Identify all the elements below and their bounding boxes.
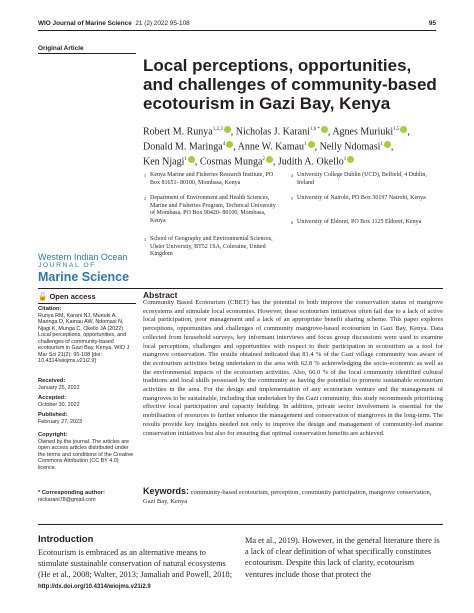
affiliation-6: 6 University of Eldoret, PO Box 1125 Eldoret, Kenya	[291, 219, 422, 225]
affiliation-3: 3 School of Geography and Environmental Sciences, Ulster University, BT52 1SA, Coleraine, United Kingdom	[144, 236, 273, 257]
header-rule	[38, 30, 436, 31]
author-line-3: Ken Njagi$^1$ , Cosmas Munga$^2$ , Judith A. Okello$^1$	[143, 154, 443, 169]
orcid-icon[interactable]	[188, 156, 195, 163]
affiliation-4: 4 University College Dublin (UCD), Belfield, 4 Dublin, Ireland	[291, 172, 427, 186]
keywords-text: community-based ecotourism, perception, community participation, mangrove conservation, Gazi Bay, Kenya	[143, 489, 432, 505]
author-line-2: Donald M. Maringa$^4$ , Anne W. Kamau$^1$ , Nelly Ndomasi$^1$ ,	[143, 141, 394, 153]
orcid-icon[interactable]	[226, 141, 233, 148]
keywords	[143, 487, 443, 506]
article-type: Original Article	[38, 45, 84, 52]
sidebar-rule	[38, 303, 136, 304]
orcid-icon[interactable]	[266, 156, 273, 163]
affiliation-5: 5 University of Nairobi, PO Box 30197 Nairobi, Kenya	[291, 195, 426, 201]
journal-name: WIO Journal of Marine Science	[38, 20, 132, 27]
copyright-block: Copyright: Owned by the journal. The articles are open access articles distributed under the terms and conditions of the Creative Commons Attribution (CC BY 4.0) licence.	[38, 432, 134, 471]
corresponding-email[interactable]: nickarani78@gmail.com	[38, 496, 96, 503]
author-line-1: Robert M. Runya$^{1,2,3}$ , Nicholas J. Karani$^{1,6 *}$ , Agnes Muriuki$^{1,5}$ ,	[143, 126, 410, 138]
article-title: Local perceptions, opportunities, and challenges of community-based ecotourism in Gazi Bay, Kenya	[143, 56, 437, 113]
section-rule	[38, 288, 443, 289]
orcid-icon[interactable]	[224, 126, 231, 133]
abstract-heading: Abstract	[143, 290, 178, 300]
intro-heading: Introduction	[38, 534, 94, 545]
author-list	[143, 124, 443, 169]
body-rule	[38, 524, 443, 525]
received-block: Received: January 25, 2022	[38, 378, 80, 391]
doi-link[interactable]: http://dx.doi.org/10.4314/wiojms.v21i2.9	[38, 584, 151, 590]
page-number: 95	[428, 20, 436, 27]
published-block: Published: February 27, 2023	[38, 412, 83, 425]
open-access-label: 🔓 Open access	[38, 292, 96, 301]
journal-logo-line1: Western Indian Ocean	[38, 252, 128, 262]
journal-logo-line2: JOURNAL OF	[38, 262, 96, 269]
issue-info: 21 (2) 2022 95-108	[135, 20, 190, 27]
citation-block: Citation: Runya RM, Karani NJ, Muriuki A, Maringa D, Kamau AW, Ndomasi N, Njagi K, Munga C, Okello JA (2022) Local perceptions, opportunities, and challenges of community-based ecotourism in Gazi Bay, Kenya. WIO J Mar Sci 21(2): 95-108 [doi: 10.4314/wiojms.v21i2.9]	[38, 306, 130, 364]
orcid-icon[interactable]	[400, 126, 407, 133]
accepted-block: Accepted: October 30, 2022	[38, 395, 80, 408]
intro-left-column: Ecotourism is embraced as an alternative means to stimulate sustainable conservation of natural ecosystems (He et al., 2008; Walter, 2013; Jamaliah and Powell, 2018;	[38, 548, 233, 580]
corresponding-block: * Corresponding author: nickarani78@gmail.com	[38, 490, 105, 503]
affiliation-1: 1 Kenya Marine and Fisheries Research Institute, PO Box 81651- 80100, Mombasa, Kenya	[144, 172, 274, 186]
intro-right-column: Ma et al., 2019). However, in the general literature there is a lack of clear definition of what specifically constitutes ecotourism. Despite this lack of clarity, ecotourism ventures include those that protect the	[245, 536, 440, 579]
keywords-heading: Keywords:	[143, 486, 190, 496]
orcid-icon[interactable]	[347, 156, 354, 163]
journal-logo-line3: Marine Science	[38, 270, 130, 284]
orcid-icon[interactable]	[308, 141, 315, 148]
running-header	[38, 20, 436, 27]
lock-icon: 🔓	[38, 292, 48, 301]
affiliation-2: 2 Department of Environment and Health Sciences, Marine and Fisheries Program, Technical University of Mombasa, PO Box 90420- 80100, Mombasa, Kenya	[144, 195, 276, 224]
orcid-icon[interactable]	[321, 126, 328, 133]
article-type-rule	[38, 53, 136, 54]
orcid-icon[interactable]	[384, 141, 391, 148]
abstract-text: Community Based Ecotourism (CBET) has the potential to both improve the conservation status of mangrove ecosystems and stimulate local economies. However, these ecotourism initiatives often fail due to a lack of active local participation, poor management and a lack of an appropriate benefit sharing scheme. This paper explores perceptions, opportunities and challenges of community mangrove-based ecotourism in Gazi Bay, Kenya. Data collected from household surveys, key informant interviews and focus group discussions were used to examine local perceptions, challenges and opportunities with respect to their participation in ecotourism as a tool for mangrove conservation. The results obtained indicated that 81.4 % of the Gazi village community was aware of the ecotourism activities being undertaken in the area with 62.8 % acknowledging the socio-economic as well as the environmental impacts of the ecotourism activities. Also, 66.0 % of the local community identified cultural traditions and local skills possessed by the community as having the potential to promote sustainable ecotourism activities in the area. For the design and implementation of any ecotourism venture and the management of mangroves to be sustainable, including that undertaken by the Gazi community, this study recommends prioritising effective local participation and capacity building. In addition, private sector involvement is essential for the mobilisation of resources to further enhance the management and conservation of mangroves in the long-term. The results provide key insights needed not only to improve the design and management of community-led marine conservation initiatives but also for ensuring that optimal conservation benefits are achieved.	[143, 299, 443, 437]
